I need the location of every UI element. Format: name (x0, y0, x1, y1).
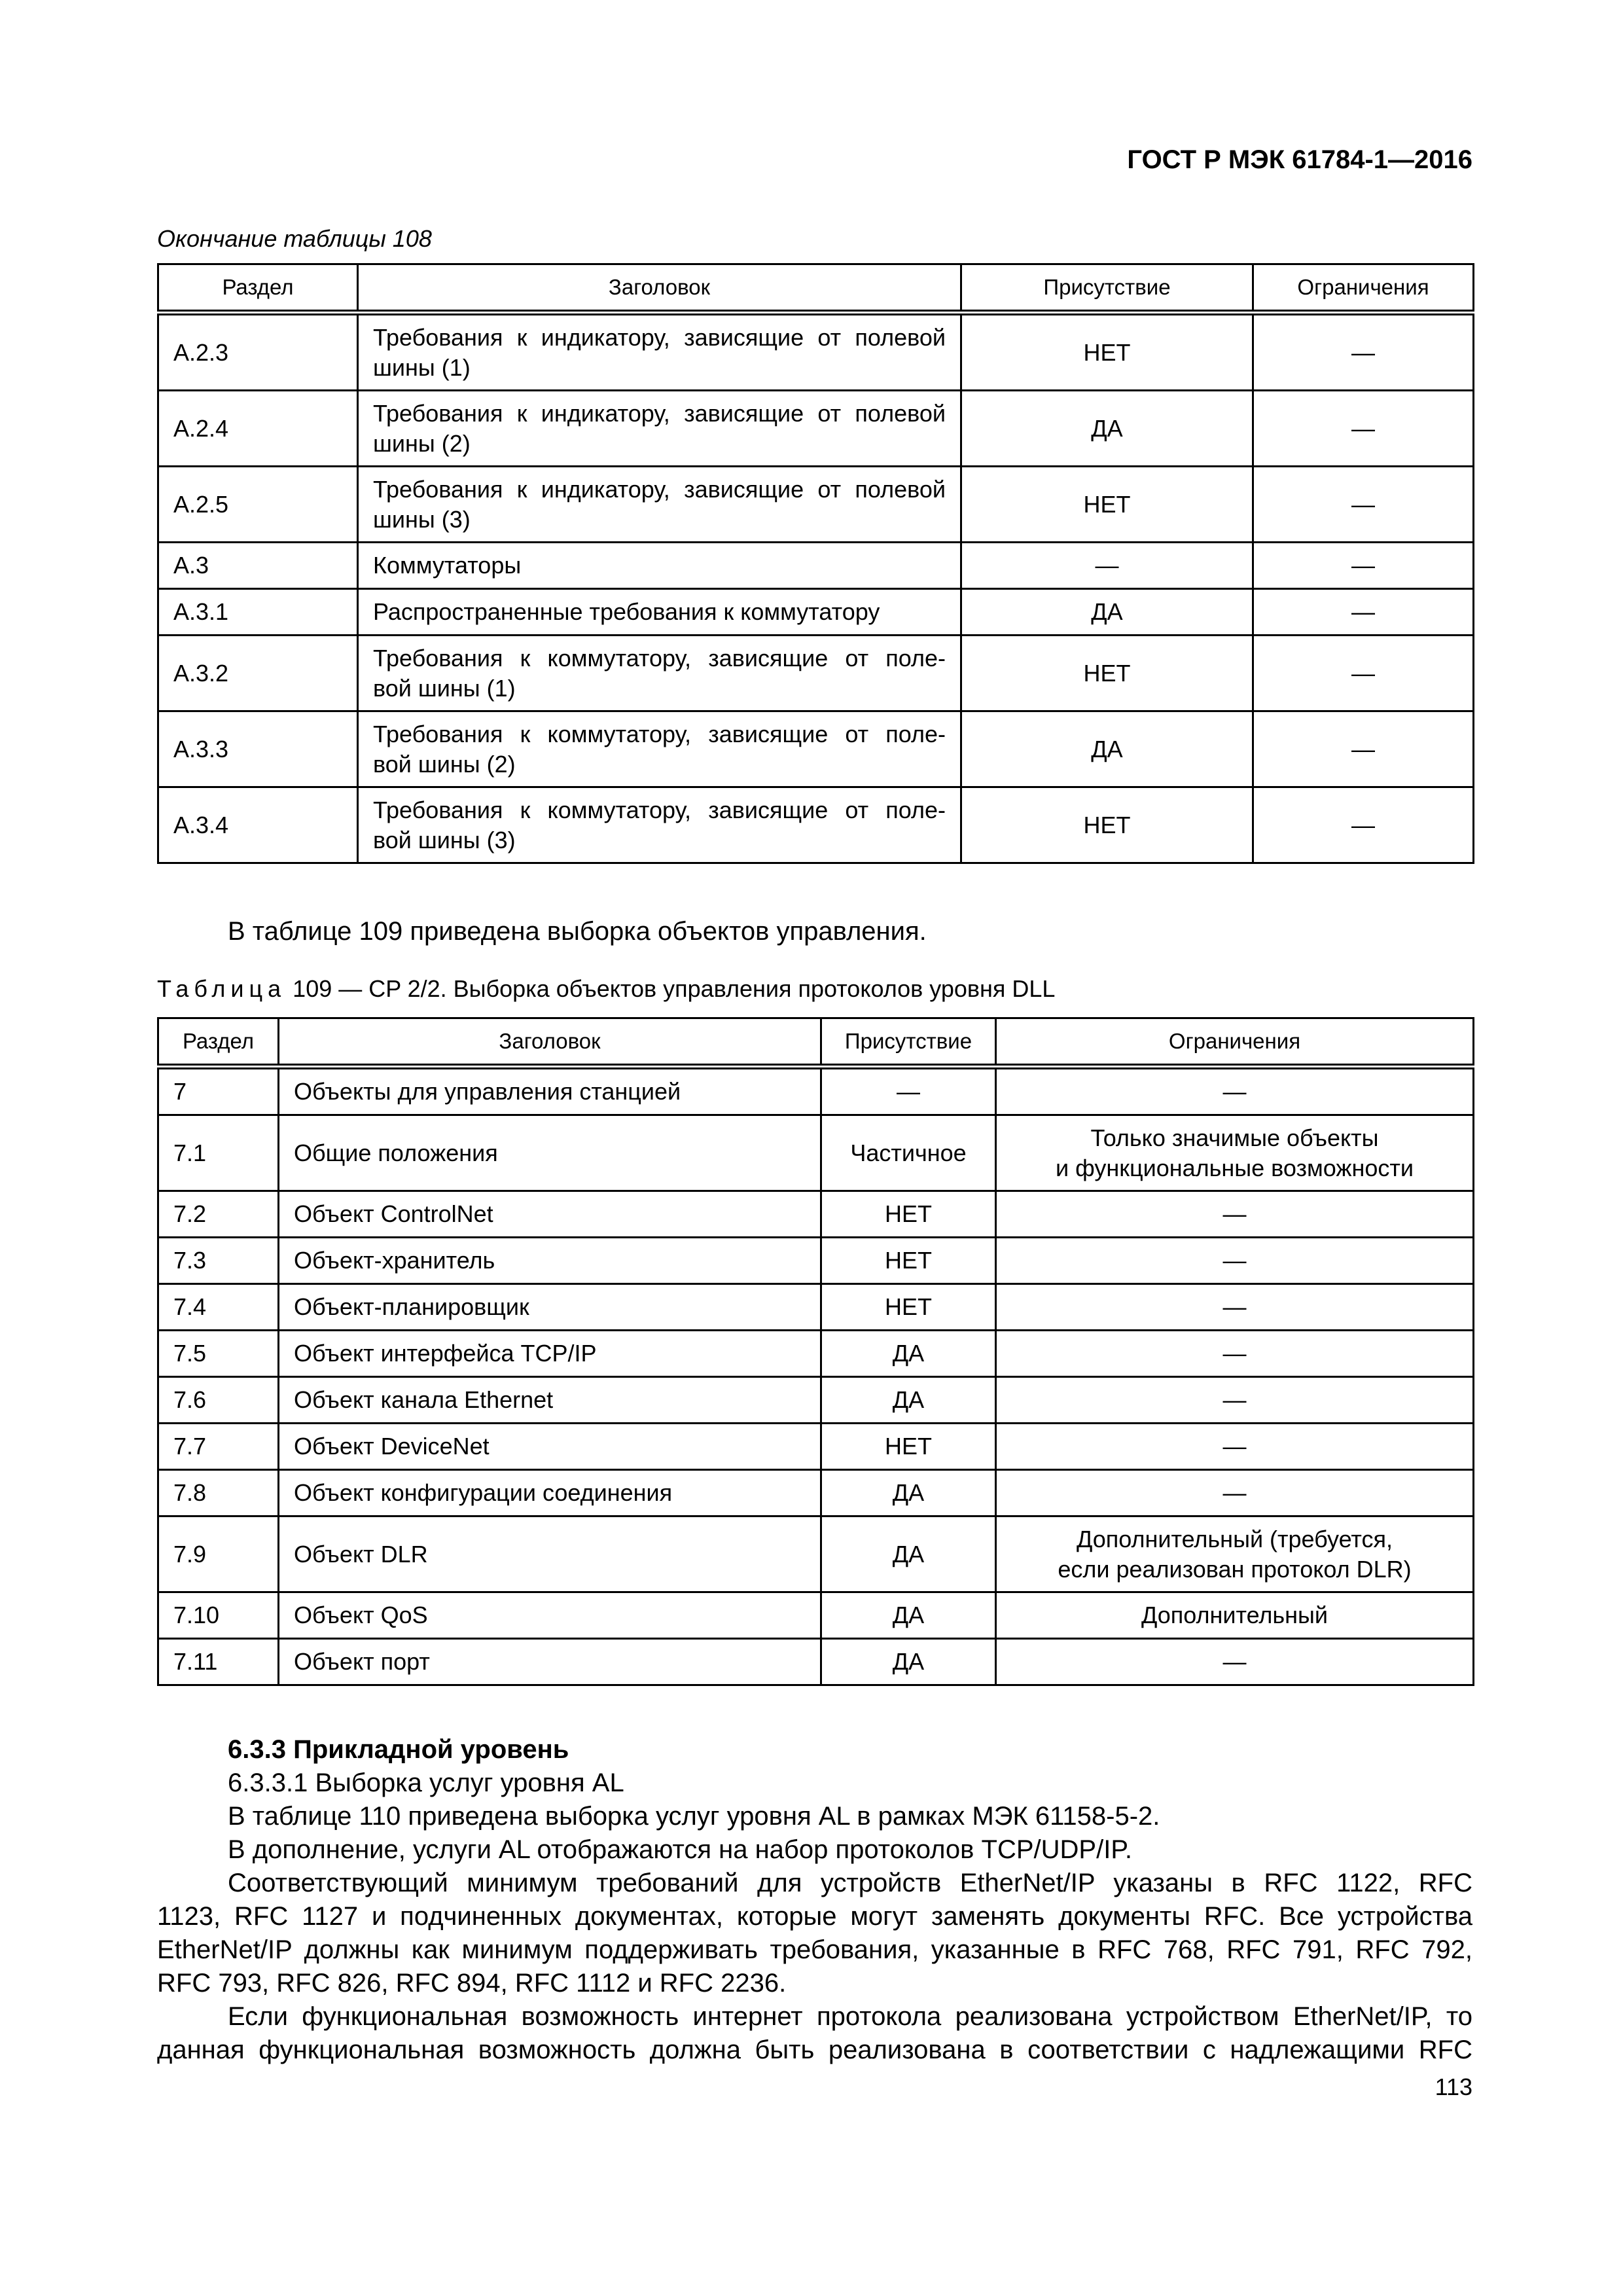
cell-title-line: вой шины (3) (373, 826, 516, 853)
table-row (158, 787, 1474, 863)
header-presence: Присутствие (821, 1018, 996, 1067)
cell-limits: — (1253, 467, 1474, 543)
table-row (158, 1592, 1474, 1639)
cell-presence: ДА (961, 711, 1253, 787)
table-row (158, 1424, 1474, 1470)
table-row (158, 543, 1474, 589)
cell-title-line: вой шины (1) (373, 674, 516, 702)
cell-section: 7.5 (158, 1331, 279, 1377)
cell-presence: НЕТ (821, 1238, 996, 1284)
cell-limits: — (996, 1470, 1474, 1516)
table-row (158, 1191, 1474, 1238)
table-109 (157, 1017, 1474, 1686)
cell-presence: НЕТ (961, 787, 1253, 863)
subsection-heading: 6.3.3.1 Выборка услуг уровня AL (228, 1768, 624, 1797)
intro-paragraph: В таблице 109 приведена выборка объектов управления. (228, 917, 927, 946)
header-section: Раздел (158, 264, 358, 313)
table-header-row (158, 264, 1474, 313)
cell-limits-line: Только значимые объекты (1090, 1124, 1379, 1151)
section-6-3-3 (157, 1733, 1472, 2067)
cell-limits: Дополнительный (996, 1592, 1474, 1639)
cell-title-line: Требования к коммутатору, зависящие от поле- (373, 644, 946, 672)
page-number: 113 (1435, 2073, 1472, 2100)
cell-title-line: шины (1) (373, 353, 471, 381)
cell-presence: — (961, 543, 1253, 589)
table-row (158, 589, 1474, 636)
paragraph: В таблице 110 приведена выборка услуг уровня AL в рамках МЭК 61158-5-2. (228, 1802, 1160, 1831)
cell-limits: — (1253, 636, 1474, 711)
header-title: Заголовок (358, 264, 961, 313)
cell-presence: Частичное (821, 1115, 996, 1191)
cell-presence: ДА (821, 1331, 996, 1377)
cell-section: А.3.2 (158, 636, 358, 711)
cell-presence: НЕТ (961, 636, 1253, 711)
cell-section: 7.3 (158, 1238, 279, 1284)
section-heading: 6.3.3 Прикладной уровень (228, 1735, 569, 1764)
header-section: Раздел (158, 1018, 279, 1067)
cell-title: Объект-хранитель (279, 1238, 821, 1284)
paragraph-line: EtherNet/IP должны как минимум поддерживать требования, указанные в RFC 768, RFC 791, RFC 792, (157, 1935, 1472, 1964)
cell-section: 7.8 (158, 1470, 279, 1516)
header-limits: Ограничения (1253, 264, 1474, 313)
cell-limits: — (996, 1377, 1474, 1424)
table-row (158, 467, 1474, 543)
table-row (158, 391, 1474, 467)
cell-title (358, 467, 961, 543)
cell-section: 7.4 (158, 1284, 279, 1331)
header-limits: Ограничения (996, 1018, 1474, 1067)
table-109-title: 109 — CP 2/2. Выборка объектов управления протоколов уровня DLL (293, 975, 1056, 1002)
document-page (157, 0, 1472, 2296)
cell-limits: — (1253, 313, 1474, 391)
cell-section: 7.7 (158, 1424, 279, 1470)
cell-limits: — (996, 1191, 1474, 1238)
cell-title: Объект ControlNet (279, 1191, 821, 1238)
document-id: ГОСТ Р МЭК 61784-1—2016 (1127, 145, 1472, 174)
table-row (158, 711, 1474, 787)
header-title: Заголовок (279, 1018, 821, 1067)
cell-section: А.2.4 (158, 391, 358, 467)
cell-title: Распространенные требования к коммутатору (358, 589, 961, 636)
cell-limits: — (1253, 391, 1474, 467)
cell-limits: — (996, 1639, 1474, 1685)
cell-title (358, 636, 961, 711)
cell-title: Объекты для управления станцией (279, 1067, 821, 1115)
cell-presence: НЕТ (961, 467, 1253, 543)
cell-limits: — (996, 1284, 1474, 1331)
cell-title: Объект канала Ethernet (279, 1377, 821, 1424)
cell-presence: ДА (821, 1592, 996, 1639)
cell-section: 7 (158, 1067, 279, 1115)
cell-section: 7.11 (158, 1639, 279, 1685)
paragraph-line: RFC 793, RFC 826, RFC 894, RFC 1112 и RFC 2236. (157, 1969, 787, 1998)
paragraph-line: 1123, RFC 1127 и подчиненных документах, которые могут заменять документы RFC. Все устройства (157, 1902, 1472, 1931)
cell-title (358, 787, 961, 863)
cell-title (358, 711, 961, 787)
table-row (158, 636, 1474, 711)
cell-section: 7.1 (158, 1115, 279, 1191)
cell-presence: ДА (821, 1639, 996, 1685)
table-header-row (158, 1018, 1474, 1067)
cell-limits: — (1253, 711, 1474, 787)
cell-title: Объект интерфейса TCP/IP (279, 1331, 821, 1377)
cell-limits (996, 1516, 1474, 1592)
table-row (158, 1284, 1474, 1331)
cell-title: Объект-планировщик (279, 1284, 821, 1331)
cell-limits: — (1253, 787, 1474, 863)
table-108-caption: Окончание таблицы 108 (157, 225, 432, 252)
cell-presence: ДА (821, 1470, 996, 1516)
cell-section: А.3.4 (158, 787, 358, 863)
table-word: Таблица (157, 975, 287, 1002)
cell-title: Объект конфигурации соединения (279, 1470, 821, 1516)
table-row (158, 1377, 1474, 1424)
cell-limits-line: если реализован протокол DLR) (1058, 1555, 1412, 1583)
cell-title-line: Требования к индикатору, зависящие от полевой (373, 475, 946, 503)
cell-limits: — (1253, 543, 1474, 589)
cell-section: 7.2 (158, 1191, 279, 1238)
cell-title-line: шины (2) (373, 429, 471, 457)
cell-limits-line: Дополнительный (требуется, (1076, 1525, 1393, 1552)
cell-section: А.3.3 (158, 711, 358, 787)
cell-title-line: Требования к коммутатору, зависящие от поле- (373, 796, 946, 823)
cell-title: Объект QoS (279, 1592, 821, 1639)
cell-title (358, 391, 961, 467)
table-row (158, 1331, 1474, 1377)
paragraph-line: данная функциональная возможность должна быть реализована в соответствии с надлежащими RFC (157, 2036, 1472, 2064)
table-109-caption (157, 975, 1055, 1003)
cell-limits: — (996, 1331, 1474, 1377)
cell-title-line: вой шины (2) (373, 750, 516, 778)
cell-title-line: шины (3) (373, 505, 471, 533)
table-row (158, 1639, 1474, 1685)
cell-title: Объект порт (279, 1639, 821, 1685)
table-row (158, 1516, 1474, 1592)
cell-title: Общие положения (279, 1115, 821, 1191)
cell-title-line: Требования к индикатору, зависящие от полевой (373, 323, 946, 351)
cell-presence: ДА (961, 391, 1253, 467)
cell-limits-line: и функциональные возможности (1056, 1154, 1414, 1181)
cell-section: 7.10 (158, 1592, 279, 1639)
cell-presence: ДА (821, 1516, 996, 1592)
cell-title: Объект DeviceNet (279, 1424, 821, 1470)
cell-title-line: Требования к коммутатору, зависящие от поле- (373, 720, 946, 747)
cell-presence: ДА (961, 589, 1253, 636)
paragraph-line: Соответствующий минимум требований для устройств EtherNet/IP указаны в RFC 1122, RFC (228, 1869, 1472, 1897)
cell-presence: НЕТ (821, 1191, 996, 1238)
cell-presence: НЕТ (961, 313, 1253, 391)
table-row (158, 313, 1474, 391)
table-row (158, 1238, 1474, 1284)
cell-title: Объект DLR (279, 1516, 821, 1592)
cell-limits: — (996, 1067, 1474, 1115)
cell-presence: — (821, 1067, 996, 1115)
header-presence: Присутствие (961, 264, 1253, 313)
cell-section: А.3.1 (158, 589, 358, 636)
cell-limits: — (1253, 589, 1474, 636)
cell-section: 7.9 (158, 1516, 279, 1592)
cell-presence: НЕТ (821, 1424, 996, 1470)
cell-presence: НЕТ (821, 1284, 996, 1331)
cell-limits: — (996, 1424, 1474, 1470)
cell-section: 7.6 (158, 1377, 279, 1424)
cell-limits (996, 1115, 1474, 1191)
table-row (158, 1470, 1474, 1516)
table-row (158, 1067, 1474, 1115)
table-108 (157, 263, 1474, 864)
cell-title: Коммутаторы (358, 543, 961, 589)
cell-section: А.3 (158, 543, 358, 589)
cell-title (358, 313, 961, 391)
cell-section: А.2.5 (158, 467, 358, 543)
paragraph: В дополнение, услуги AL отображаются на набор протоколов TCP/UDP/IP. (228, 1835, 1132, 1864)
cell-section: А.2.3 (158, 313, 358, 391)
cell-limits: — (996, 1238, 1474, 1284)
paragraph-line: Если функциональная возможность интернет протокола реализована устройством EtherNet/IP, то (228, 2002, 1472, 2031)
cell-presence: ДА (821, 1377, 996, 1424)
cell-title-line: Требования к индикатору, зависящие от полевой (373, 399, 946, 427)
table-row (158, 1115, 1474, 1191)
